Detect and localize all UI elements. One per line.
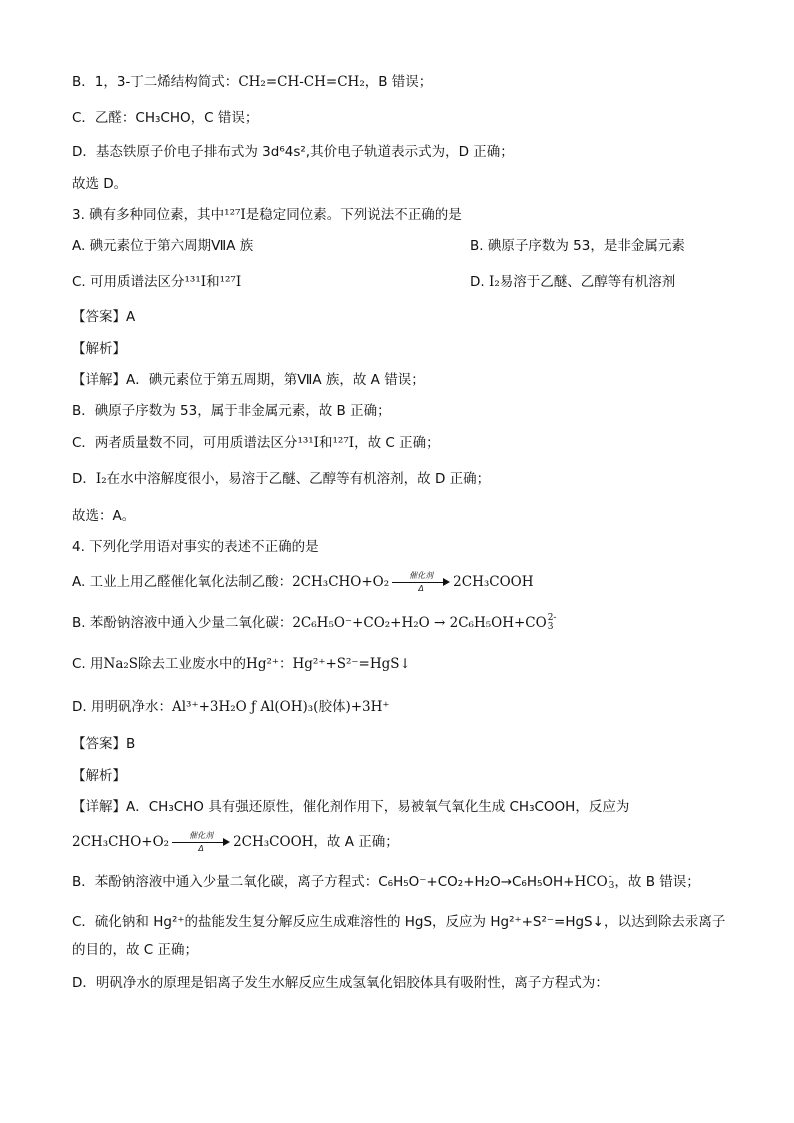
answer-tag: 【答案】 <box>72 309 126 325</box>
text: C. 可用质谱法区分 <box>72 274 185 290</box>
question-4-detail-c-line1: C．硫化钠和 Hg²⁺的盐能发生复分解反应生成难溶性的 HgS，反应为 Hg²⁺+S²⁻=HgS↓，以达到除去汞离子 <box>72 914 726 930</box>
text: ，故 A 正确； <box>313 834 399 850</box>
question-3-detail-b: B．碘原子序数为 53，属于非金属元素，故 B 正确； <box>72 403 391 419</box>
text: 3. 碘有多种同位素，其中 <box>72 207 225 223</box>
arrow-condition-bottom: Δ <box>418 584 424 593</box>
option-d <box>470 272 675 292</box>
equation-rhs: 2CH₃COOH <box>233 834 314 850</box>
chemical-formula: CH₂=CH-CH=CH₂ <box>238 74 365 90</box>
text: C．两者质量数不同，可用质谱法区分 <box>72 435 298 451</box>
isotope: ¹³¹I <box>184 274 207 290</box>
ion-charge <box>548 614 557 632</box>
text: ，故 B 错误； <box>614 874 700 890</box>
question-4-detail-b <box>72 872 754 892</box>
question-3-conclusion: 故选：A。 <box>72 508 136 524</box>
reaction-arrow-icon <box>392 571 450 593</box>
isotope: ¹³¹I <box>297 435 320 451</box>
question-4-detail-c-line2: 的目的，故 C 正确； <box>72 942 199 958</box>
option-b-analysis <box>72 72 754 92</box>
question-3-options-cd <box>72 272 754 292</box>
question-4-detail-a: 【详解】A．CH₃CHO 具有强还原性，催化剂作用下，易被氧气氧化生成 CH₃COOH，反应为 <box>72 799 630 815</box>
charge: - <box>608 872 612 882</box>
answer-value: B <box>126 736 136 752</box>
subscript: 3 <box>547 622 554 632</box>
text: B. 苯酚钠溶液中通入少量二氧化碳： <box>72 615 293 631</box>
answer-value: A <box>126 309 136 325</box>
question-4-option-d <box>72 697 754 717</box>
text: ，故 C 正确； <box>354 435 440 451</box>
question-4-answer <box>72 734 754 754</box>
arrow-condition-top: 催化剂 <box>409 571 434 580</box>
chemical-formula: I₂ <box>95 471 107 487</box>
arrow-condition-bottom: Δ <box>198 844 204 853</box>
question-3-detail-d <box>72 469 754 489</box>
option-c-analysis: C．乙醛：CH₃CHO，C 错误； <box>72 110 259 126</box>
text: ，B 错误； <box>364 74 433 90</box>
text: B．1，3-丁二烯结构简式： <box>72 74 239 90</box>
text: ： <box>279 656 293 672</box>
question-4-analysis-tag: 【解析】 <box>72 768 126 784</box>
option-b: B. 碘原子序数为 53，是非金属元素 <box>470 238 685 254</box>
arrow-condition-top: 催化剂 <box>189 831 214 840</box>
question-4-option-c <box>72 654 754 674</box>
question-3-detail-c <box>72 433 754 453</box>
text: D． <box>72 471 96 487</box>
text: D. 用明矾净水： <box>72 699 172 715</box>
text: C. 用 <box>72 656 104 672</box>
question-4-option-b <box>72 613 754 633</box>
question-3-answer <box>72 307 754 327</box>
ion: Hg²⁺ <box>246 656 279 672</box>
conclusion: 故选 D。 <box>72 176 128 192</box>
question-4-option-a <box>72 572 754 592</box>
ionic-equation: 2C₆H₅O⁻+CO₂+H₂O → 2C₆H₅OH+CO <box>292 615 547 631</box>
question-3-analysis-tag: 【解析】 <box>72 341 126 357</box>
text: 除去工业废水中的 <box>138 656 247 672</box>
option-c <box>72 274 241 290</box>
ionic-equation: Hg²⁺+S²⁻=HgS↓ <box>292 656 411 672</box>
question-4-detail-d: D．明矾净水的原理是铝离子发生水解反应生成氢氧化铝胶体具有吸附性，离子方程式为： <box>72 975 609 991</box>
charge: 2- <box>547 613 557 623</box>
equation-lhs: 2CH₃CHO+O₂ <box>72 834 170 850</box>
question-4-detail-a-equation <box>72 832 754 852</box>
text: A. 工业上用乙醛催化氧化法制乙酸： <box>72 574 293 590</box>
option-a: A. 碘元素位于第六周期ⅦA 族 <box>72 238 254 254</box>
ion: HCO <box>574 874 608 890</box>
subscript: 3 <box>608 881 615 891</box>
text: D. <box>470 274 485 290</box>
option-d-analysis: D．基态铁原子价电子排布式为 3d⁶4s²,其价电子轨道表示式为，D 正确； <box>72 144 514 160</box>
question-3-stem <box>72 205 754 225</box>
chemical-formula: Na₂S <box>103 656 139 672</box>
question-4-stem: 4. 下列化学用语对事实的表述不正确的是 <box>72 539 319 555</box>
text: 是稳定同位素。下列说法不正确的是 <box>245 207 462 223</box>
question-3-options-ab <box>72 236 754 256</box>
ionic-equation: Al³⁺+3H₂O ƒ Al(OH)₃(胶体)+3H⁺ <box>171 699 390 715</box>
chemical-formula: I₂ <box>488 274 500 290</box>
text: 和 <box>319 435 333 451</box>
reaction-arrow-icon <box>172 831 230 853</box>
text: B．苯酚钠溶液中通入少量二氧化碳，离子方程式：C₆H₅O⁻+CO₂+H₂O→C₆H₅OH+ <box>72 874 575 890</box>
isotope: ¹²⁷I <box>219 274 242 290</box>
equation-lhs: 2CH₃CHO+O₂ <box>292 574 390 590</box>
answer-tag: 【答案】 <box>72 736 126 752</box>
isotope: ¹²⁷I <box>332 435 355 451</box>
equation-rhs: 2CH₃COOH <box>453 574 534 590</box>
isotope: ¹²⁷I <box>224 207 246 223</box>
text: 易溶于乙醚、乙醇等有机溶剂 <box>499 274 676 290</box>
text: 在水中溶解度很小，易溶于乙醚、乙醇等有机溶剂，故 D 正确； <box>106 471 491 487</box>
question-3-detail-a: 【详解】A．碘元素位于第五周期，第ⅦA 族，故 A 错误； <box>72 372 425 388</box>
text: 和 <box>206 274 220 290</box>
